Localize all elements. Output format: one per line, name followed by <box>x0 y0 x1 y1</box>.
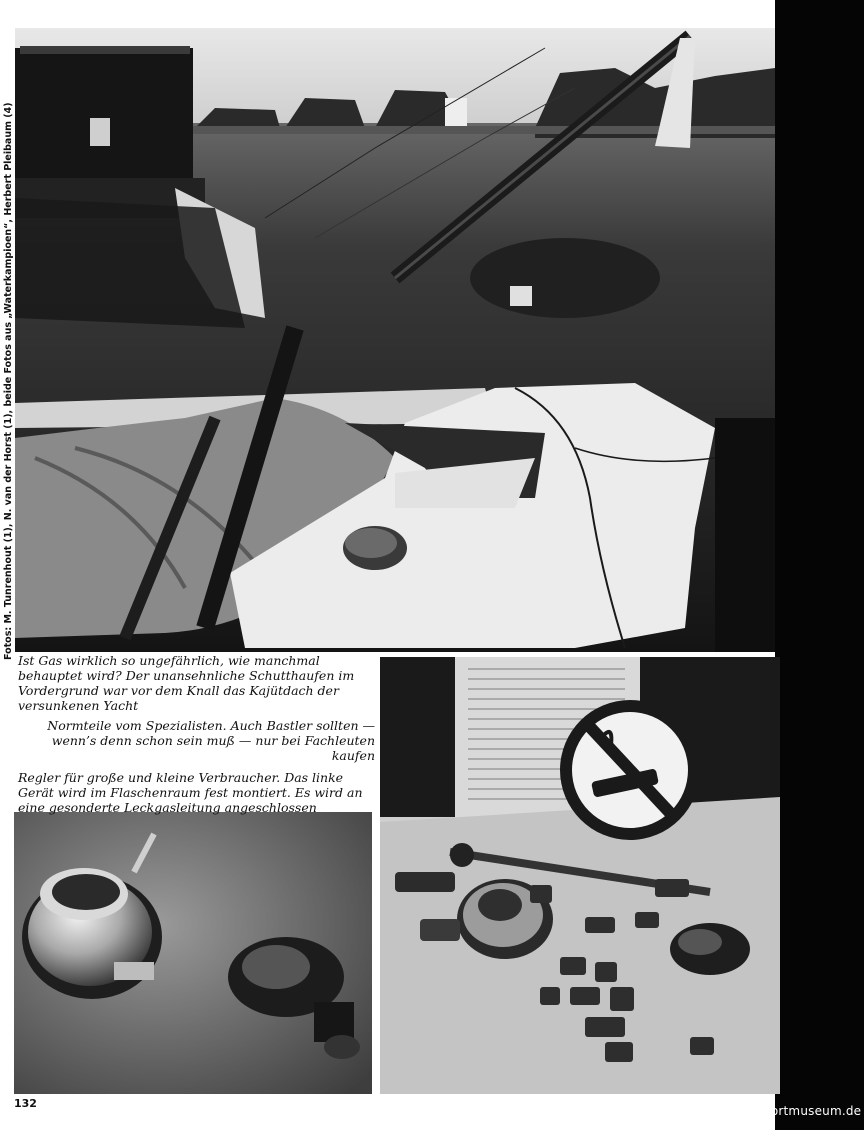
scan-edge-band <box>775 0 864 1130</box>
photo-gas-regulators <box>14 812 372 1094</box>
caption-parts: Normteile vom Spezialisten. Auch Bastler sollten — wenn’s denn schon sein muß — nur bei Fachleuten kaufen <box>47 718 375 763</box>
caption-regulators: Regler für große und kleine Verbraucher. Das linke Gerät wird im Flaschenraum fest montiert. Es wird an eine gesonderte Leckgasleitung angeschlossen <box>18 770 363 815</box>
photo-sunken-yacht <box>15 28 775 652</box>
photo-standard-parts <box>380 657 780 1094</box>
watermark: © yachtsportmuseum.de <box>706 1104 862 1118</box>
photo-credits: Fotos: M. Tunrenhout (1), N. van der Horst (1), beide Fotos aus „Waterkampioen“, Herbert Pleibaum (4) <box>3 102 14 660</box>
caption-wreck: Ist Gas wirklich so ungefährlich, wie manchmal behauptet wird? Der unansehnliche Schutthaufen im Vordergrund war vor dem Knall das Kajütdach der versunkenen Yacht <box>18 653 355 713</box>
photo-credits-anchor <box>0 102 14 662</box>
page-number: 132 <box>14 1097 37 1110</box>
